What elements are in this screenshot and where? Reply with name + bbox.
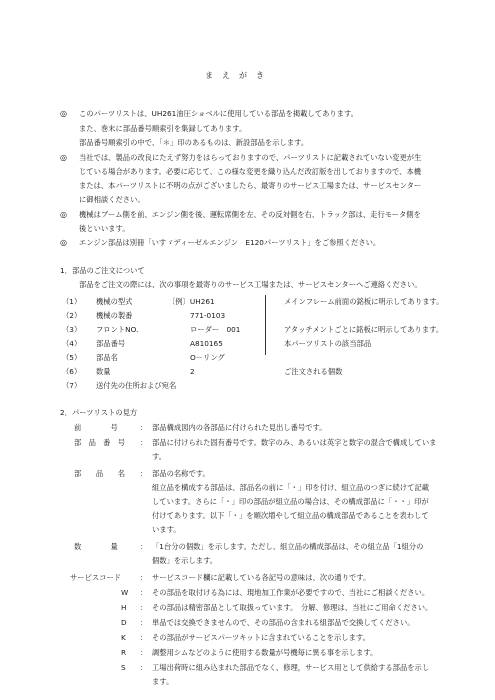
term-colon: ： xyxy=(140,663,148,672)
term-colon: ： xyxy=(140,573,148,582)
bullet-mark: ◎ xyxy=(60,153,67,162)
order-row-note: メインフレーム前面の銘板に明示してあります。 xyxy=(284,297,444,306)
term-colon: ： xyxy=(140,633,148,642)
term-colon: ： xyxy=(140,618,148,627)
intro-p3-line1: 機械はブーム側を前、エンジン側を後、運転席側を左、その反対側を右、トラック部は、走行モータ側を xyxy=(79,210,421,219)
service-code-text: 工場出荷時に組み込まれた部品でなく、修理，サービス用として供給する部品を示し xyxy=(152,663,430,672)
term-qty: 数 量 xyxy=(74,542,118,551)
bullet-mark: ◎ xyxy=(60,210,67,219)
service-code-text: その部品がサービスパーツキットに含まれていることを示します。 xyxy=(152,633,370,642)
order-row-note: ご注文される個数 xyxy=(284,367,343,376)
service-code-letter: S xyxy=(121,663,126,672)
intro-p4-line1: エンジン部品は別冊「いすゞディーゼルエンジン E120パーツリスト」をご参照ください。 xyxy=(79,238,381,247)
bullet-mark: ◎ xyxy=(60,109,67,118)
service-code-letter: K xyxy=(121,633,126,642)
bullet-mark: ◎ xyxy=(60,238,67,247)
intro-p3-line2: 後といいます。 xyxy=(79,224,130,233)
term-colon: ： xyxy=(140,542,148,551)
order-row-label: 部品名 xyxy=(96,353,118,362)
service-code-text: その部品を取付ける為には、現地加工作業が必要ですので、当社にご相談ください。 xyxy=(152,588,430,597)
order-row-label: 部品番号 xyxy=(96,339,126,348)
def-partname-line: 組立品を構成する部品は、部品名の前に「・」印を付け、組立品のつぎに続けて記載 xyxy=(152,483,429,492)
term-colon: ： xyxy=(140,588,148,597)
term-partno: 部 品 番 号 xyxy=(74,438,126,447)
intro-p2-line2: じている場合があります。必要に応じて、この様な変更を織り込んだ改訂版を出しておりますので、本機 xyxy=(79,167,422,176)
def-partname-line: 部品の名称です。 xyxy=(152,469,210,478)
order-row-note: 本パーツリストの該当部品 xyxy=(284,339,372,348)
order-row-label: フロントNO. xyxy=(96,325,139,334)
order-row-label: 機械の型式 xyxy=(96,297,133,306)
term-ref: 前 号 xyxy=(74,423,118,432)
service-code-letter: H xyxy=(121,603,127,612)
order-row-label: 機械の製番 xyxy=(96,311,133,320)
order-row-value: 771-0103 xyxy=(190,311,226,320)
intro-p1-line2: また、巻末に部品番号順索引を集録してあります。 xyxy=(79,124,247,133)
service-code-text: その部品は精密部品として取扱っています。 分解、修理は、当社にご用命ください。 xyxy=(152,603,433,612)
order-row-num: （3） xyxy=(62,325,82,334)
def-partno-line: 部品に付けられた固有番号です。数字のみ、あるいは英字と数字の混合で構成していま xyxy=(152,438,437,447)
order-row-value: ローダー 001 xyxy=(190,325,241,334)
service-code-letter: D xyxy=(121,618,127,627)
service-code-text: 調整用シムなどのように使用する数量が号機毎に異る事を示します。 xyxy=(152,648,378,657)
section-order-desc: 部品をご注文の際には、次の事項を最寄りのサービス工場または、サービスセンターへご連絡ください。 xyxy=(79,280,422,289)
service-code-letter: W xyxy=(121,588,129,597)
order-row-note: アタッチメントごとに銘板に明示してあります。 xyxy=(284,325,444,334)
intro-p2-line4: に御相談ください。 xyxy=(79,195,145,204)
def-ref-line: 部品構成図内の各部品に付けられた見出し番号です。 xyxy=(152,423,327,432)
order-row-value: 〔例〕UH261 xyxy=(168,297,215,306)
def-partname-line: います。 xyxy=(152,525,181,534)
order-row-num: （5） xyxy=(62,353,82,362)
order-row-value: 2 xyxy=(190,367,195,376)
intro-p2-line3: または、本パーツリストに不明の点がございましたら、最寄りのサービス工場または、サービスセンター xyxy=(79,181,422,190)
order-row-label: 数量 xyxy=(96,367,111,376)
intro-p2-line1: 当社では、製品の改良にたえず努力をはらっておりますので、パーツリストに記載されていない変更が生 xyxy=(79,153,422,162)
def-qty-line: 個数」を示します。 xyxy=(152,556,218,565)
def-service-intro: サービスコード欄に記載している各記号の意味は、次の通りです。 xyxy=(152,573,371,582)
order-row-num: （1） xyxy=(62,297,82,306)
term-colon: ： xyxy=(140,469,148,478)
service-code-text: 単品では交換できませんので、その部品の含まれる組部品で交換してください。 xyxy=(152,618,415,627)
order-row-num: （7） xyxy=(62,381,82,390)
order-row-label: 送付先の住所および宛名 xyxy=(96,381,177,390)
order-row-num: （4） xyxy=(62,339,82,348)
order-row-num: （2） xyxy=(62,311,82,320)
order-row-value: O－リング xyxy=(190,353,225,362)
section-order-heading: 1．部品のご注文について xyxy=(60,266,145,275)
term-colon: ： xyxy=(140,438,148,447)
term-colon: ： xyxy=(140,603,148,612)
term-colon: ： xyxy=(140,423,148,432)
order-row-value: A810165 xyxy=(190,339,223,348)
section-howto-heading: 2．パーツリストの見方 xyxy=(60,408,138,417)
order-table-divider xyxy=(265,295,266,355)
intro-p1-line1: このパーツリストは、UH261油圧ショベルに使用している部品を掲載してあります。 xyxy=(79,109,358,118)
service-code-letter: R xyxy=(121,648,127,657)
intro-p1-line3: 部品番号順索引の中で、「＊」印のあるものは、新設部品を示します。 xyxy=(79,138,309,147)
page-title: まえがき xyxy=(205,71,273,80)
term-service: サービスコード xyxy=(70,573,122,582)
def-partname-line: しています。さらに「・」印の部品が組立品の場合は、その構成部品に「・・」印が xyxy=(152,497,429,506)
def-qty-line: 「1台分の個数」を示します。ただし、組立品の構成部品は、その組立品「1組分の xyxy=(152,542,424,551)
term-colon: ： xyxy=(140,648,148,657)
def-partname-line: 付けてあります。以下「・」を順次増やして組立品の構成部品であることを表わして xyxy=(152,511,429,520)
def-partno-line: す。 xyxy=(152,452,167,461)
order-row-num: （6） xyxy=(62,367,82,376)
service-code-text-cont: ます。 xyxy=(152,677,174,686)
term-partname: 部 品 名 xyxy=(74,469,126,478)
